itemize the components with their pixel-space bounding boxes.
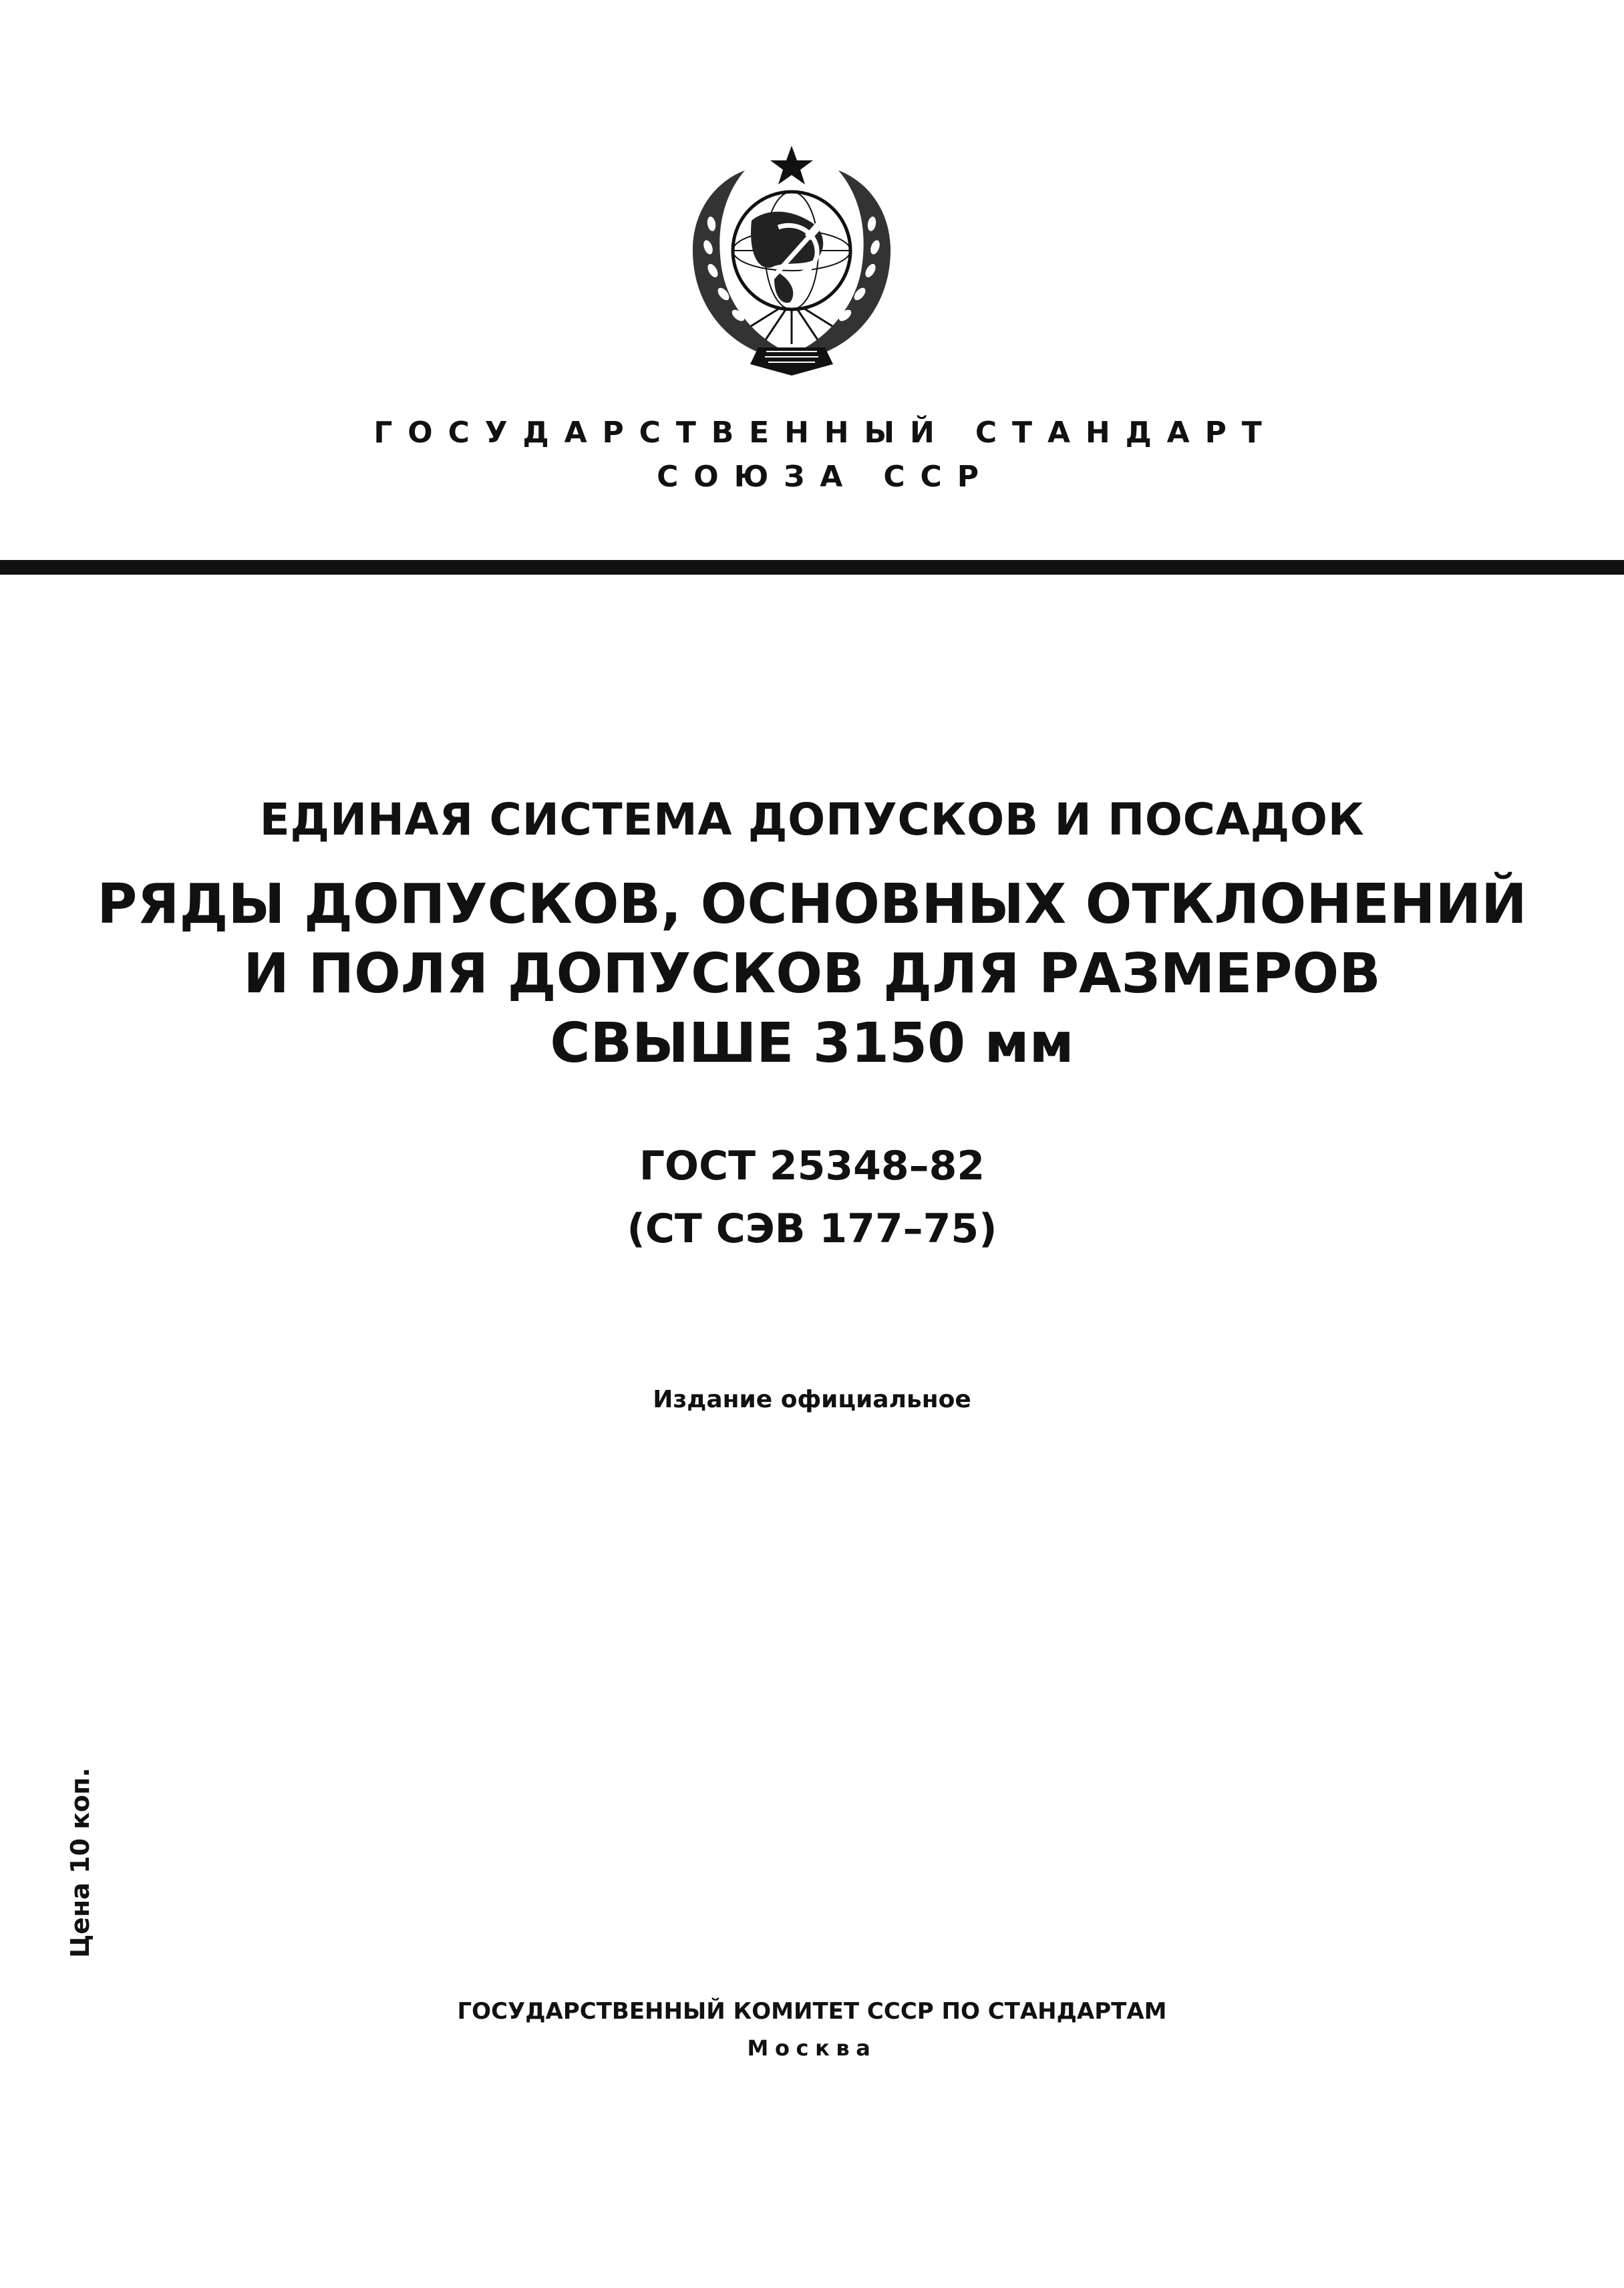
main-title-line-3: СВЫШЕ 3150 мм — [550, 1012, 1074, 1075]
price-label: Цена 10 коп. — [65, 1767, 95, 1958]
horizontal-divider — [0, 560, 1624, 575]
edition-label: Издание официальное — [653, 1386, 971, 1413]
publisher-name: ГОСУДАРСТВЕННЫЙ КОМИТЕТ СССР ПО СТАНДАРТАМ — [457, 1998, 1167, 2025]
series-title: ЕДИНАЯ СИСТЕМА ДОПУСКОВ И ПОСАДОК — [259, 794, 1365, 845]
standard-header-line-2: СОЮЗА ССР — [657, 460, 994, 494]
main-title-line-1: РЯДЫ ДОПУСКОВ, ОСНОВНЫХ ОТКЛОНЕНИЙ — [97, 873, 1527, 936]
ussr-coat-of-arms-icon — [658, 134, 925, 394]
publisher-city: Москва — [747, 2035, 877, 2061]
gost-designation: ГОСТ 25348–82 — [639, 1143, 985, 1189]
main-title-line-2: И ПОЛЯ ДОПУСКОВ ДЛЯ РАЗМЕРОВ — [243, 942, 1381, 1006]
standard-header-line-1: ГОСУДАРСТВЕННЫЙ СТАНДАРТ — [373, 416, 1277, 450]
sev-designation: (СТ СЭВ 177–75) — [627, 1205, 997, 1252]
